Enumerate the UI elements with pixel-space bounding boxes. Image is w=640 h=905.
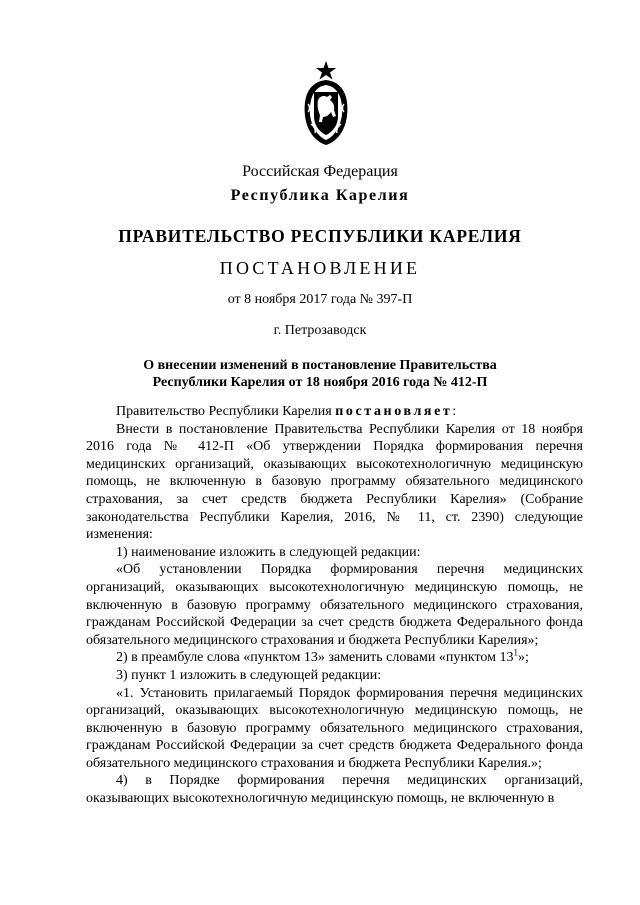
document-type-heading: ПОСТАНОВЛЕНИЕ [219, 258, 421, 278]
document-title-line: О внесении изменений в постановление Правительства [143, 358, 497, 373]
body-paragraph: 3) пункт 1 изложить в следующей редакции: [116, 667, 382, 683]
resolution-verb: постановляет [335, 404, 453, 419]
body-paragraph: «Об установлении Порядка формирования перечня медицинских организаций, оказывающих высокотехнологичную медицинскую помощь, не включенную в базовую программу обязательного медицинского страхования, гражданам Российской Федерации за счет средств бюджета Федерального фонда обязательного медицинского страхования и бюджета Республики Карелия»; [86, 562, 583, 648]
body-paragraph [86, 403, 583, 421]
date-number: от 8 ноября 2017 года № 397-П [227, 292, 413, 307]
body-paragraph [86, 649, 583, 667]
body-paragraph: «1. Установить прилагаемый Порядок формирования перечня медицинских организаций, оказывающих высокотехнологичную медицинскую помощь, не включенную в базовую программу обязательного медицинского страхования, гражданам Российской Федерации за счет средств бюджета Федерального фонда обязательного медицинского страхования и бюджета Республики Карелия.»; [86, 685, 583, 771]
document-title [0, 357, 640, 391]
body-paragraph: Внести в постановление Правительства Республики Карелия от 18 ноября 2016 года № 412-П «Об утверждении Порядка формирования перечня медицинских организаций, оказывающих высокотехнологичную медицинскую помощь, не включенную в базовую программу обязательного медицинского страхования, за счет средств бюджета Республики Карелия» (Собрание законодательства Республики Карелия, 2016, № 11, ст. 2390) следующие изменения: [86, 421, 583, 543]
resolution-tail: : [452, 404, 457, 419]
federation-heading: Российская Федерация [242, 163, 398, 180]
paragraph-text: »; [518, 650, 529, 666]
government-heading: ПРАВИТЕЛЬСТВО РЕСПУБЛИКИ КАРЕЛИЯ [118, 226, 522, 246]
body-paragraph: 1) наименование изложить в следующей редакции: [116, 544, 421, 560]
karelia-coat-of-arms-icon [302, 60, 350, 146]
paragraph-text: 2) в преамбуле слова «пунктом 13» заменить словами «пунктом 13 [116, 650, 514, 666]
document-body [86, 403, 583, 808]
body-paragraph: 4) в Порядке формирования перечня медицинских организаций, оказывающих высокотехнологичную медицинскую помощь, не включенную в [86, 773, 583, 807]
document-title-line: Республики Карелия от 18 ноября 2016 года № 412-П [152, 375, 488, 390]
republic-heading: Республика Карелия [230, 187, 410, 204]
city: г. Петрозаводск [273, 323, 367, 338]
resolution-lead: Правительство Республики Карелия [116, 404, 336, 419]
superscript: 1 [513, 647, 518, 658]
